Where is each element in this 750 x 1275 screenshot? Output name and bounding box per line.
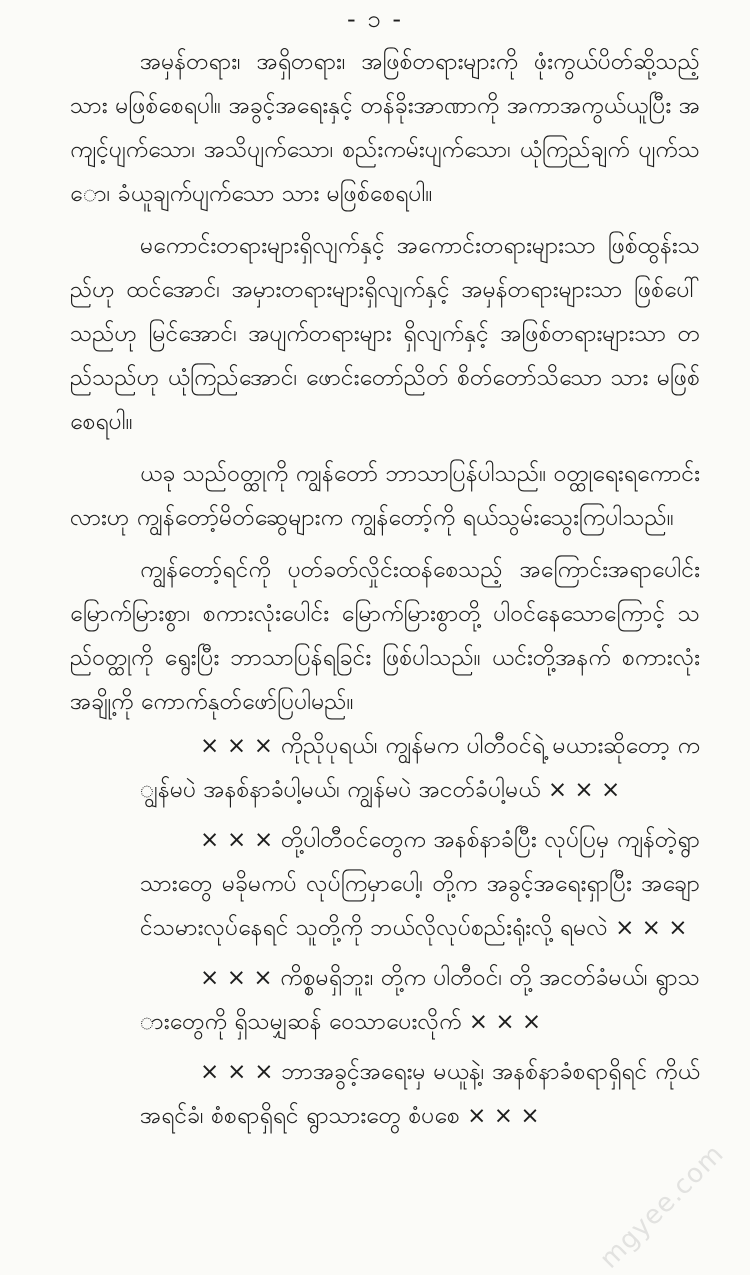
paragraph-3: ယခု သည်ဝတ္ထုကို ကျွန်တော် ဘာသာပြန်ပါသည်။ ဝတ္ထုရေးရကောင်းလားဟု ကျွန်တော့်မိတ်ဆွေများက ကျွန်တော့်ကို ရယ်သွမ်းသွေးကြပါသည်။ (70, 461, 700, 531)
quote-2: × × × တို့ပါတီဝင်တွေက အနစ်နာခံပြီး လုပ်ပြမှ ကျန်တဲ့ရွာသားတွေ မခိုမကပ် လုပ်ကြမှာပေါ့၊ တို့က အခွင့်အရေးရှာပြီး အချောင်သမားလုပ်နေရင် သူတို့ကို ဘယ်လိုလုပ်စည်းရုံးလို့ ရမလဲ × × × (140, 827, 700, 941)
paragraph-2: မကောင်းတရားများရှိလျက်နှင့် အကောင်းတရားများသာ ဖြစ်ထွန်းသည်ဟု ထင်အောင်၊ အမှားတရားများရှိလျက်နှင့် အမှန်တရားများသာ ဖြစ်ပေါ်သည်ဟု မြင်အောင်၊ အပျက်တရားများ ရှိလျက်နှင့် အဖြစ်တရားများသာ တည်သည်ဟု ယုံကြည်အောင်၊ ဖောင်းတော်ညိတ် စိတ်တော်သိသော သား မဖြစ်စေရပါ။ (70, 233, 700, 435)
paragraph-4: ကျွန်တော့်ရင်ကို ပုတ်ခတ်လှိုင်းထန်စေသည့် အကြောင်းအရာပေါင်း မြောက်မြားစွာ၊ စကားလုံးပေါင်း မြောက်မြားစွာတို့ ပါဝင်နေသောကြောင့် သည်ဝတ္ထုကို ရွေးပြီး ဘာသာပြန်ရခြင်း ဖြစ်ပါသည်။ ယင်းတို့အနက် စကားလုံးအချို့ကို ကောက်နုတ်ဖော်ပြပါမည်။ (70, 557, 700, 715)
quote-1: × × × ကိုညိုပုရယ်၊ ကျွန်မက ပါတီဝင်ရဲ့ မယားဆိုတော့ ကျွန်မပဲ အနစ်နာခံပါ့မယ်၊ ကျွန်မပဲ အငတ်ခံပါ့မယ် × × × (140, 733, 700, 803)
quote-4: × × × ဘာအခွင့်အရေးမှ မယူနဲ့၊ အနစ်နာခံစရာရှိရင် ကိုယ် အရင်ခံ၊ စံစရာရှိရင် ရွာသားတွေ စံပစေ × × × (140, 1059, 700, 1129)
watermark: mgyee.com (594, 1138, 730, 1275)
page-body (70, 40, 700, 1138)
page-number: - ၁ - (346, 5, 404, 33)
quote-3: × × × ကိစ္စမရှိဘူး၊ တို့က ပါတီဝင်၊ တို့ အငတ်ခံမယ်၊ ရွာသားတွေကို ရှိသမျှဆန် ဝေသာပေးလိုက် × × × (140, 965, 700, 1035)
paragraph-1: အမှန်တရား၊ အရှိတရား၊ အဖြစ်တရားများကို ဖုံးကွယ်ပိတ်ဆို့သည့် သား မဖြစ်စေရပါ။ အခွင့်အရေးနှင့် တန်ခိုးအာဏာကို အကာအကွယ်ယူပြီး အကျင့်ပျက်သော၊ အသိပျက်သော၊ စည်းကမ်းပျက်သော၊ ယုံကြည်ချက် ပျက်သော၊ ခံယူချက်ပျက်သော သား မဖြစ်စေရပါ။ (70, 49, 700, 207)
